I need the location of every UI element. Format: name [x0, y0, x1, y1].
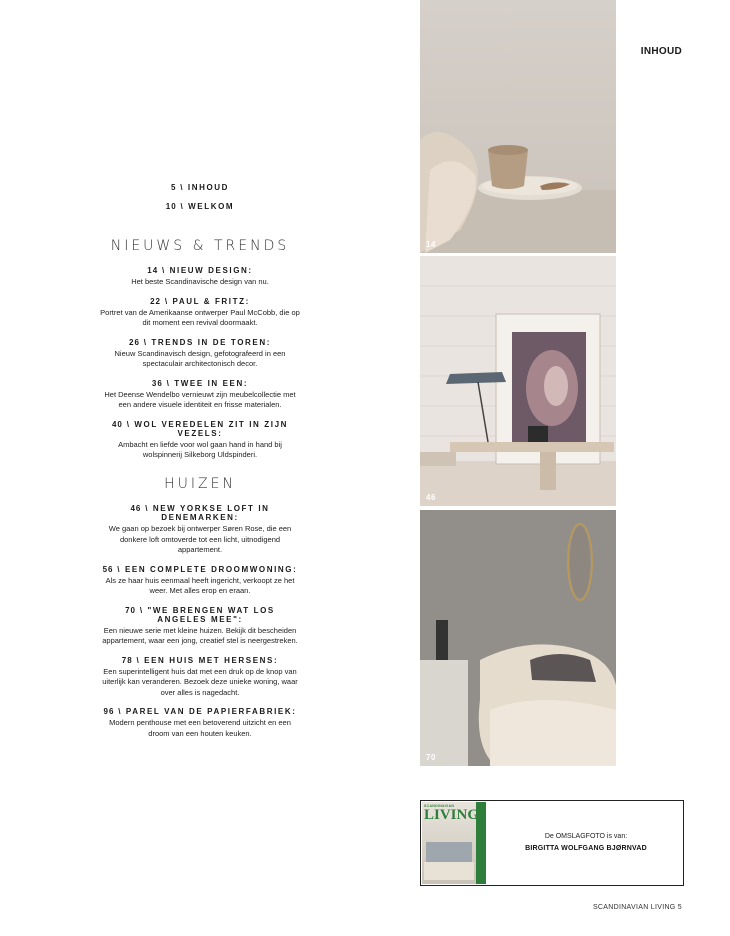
toc-entry[interactable]: 40 \ WOL VEREDELEN ZIT IN ZIJN VEZELS: Ambacht en liefde voor wol gaan hand in hand bij wolspinnerij Silkeborg Uldspinderi. [111, 419, 288, 459]
section-title: HUIZEN [164, 476, 236, 492]
toc-entry[interactable]: 96 \ PAREL VAN DE PAPIERFABRIEK: Modern penthouse met een betoverend uitzicht en een droom van een houten keuken. [103, 707, 297, 738]
toc-entry[interactable]: 5 \ INHOUD [170, 183, 230, 192]
section-nieuws-trends [100, 238, 300, 470]
sofa-mirror-illustration [420, 510, 616, 766]
footer-magazine: SCANDINAVIAN LIVING [592, 904, 676, 911]
photo-caption: 46 [426, 493, 436, 502]
photo-sofa-mirror[interactable] [420, 510, 616, 766]
cover-thumbnail[interactable] [422, 802, 486, 884]
photo-lamp-bench[interactable] [420, 256, 616, 506]
photo-caption: 70 [426, 753, 436, 762]
section-huizen [100, 476, 300, 748]
toc-entry[interactable]: 46 \ NEW YORKSE LOFT IN DENEMARKEN: We gaan op bezoek bij ontwerper Søren Rose, die een donkere loft omtoverde tot een licht, uitnodigend appartement. [108, 504, 292, 554]
toc-entry[interactable]: 36 \ TWEE IN EEN: Het Deense Wendelbo vernieuwt zijn meubelcollectie met een andere visuele identiteit en frisse materialen. [104, 378, 296, 409]
toc-entry[interactable]: 56 \ EEN COMPLETE DROOMWONING: Als ze haar huis eenmaal heeft ingericht, verkoopt ze het weer. Met alles erop en eraan. [102, 564, 298, 595]
page-footer [593, 904, 682, 911]
cover-credit-box [420, 800, 684, 886]
cover-magazine-title: LIVING [424, 807, 480, 823]
footer-page-number: 5 [677, 904, 682, 911]
photo-caption: 14 [426, 240, 436, 249]
toc-entry[interactable]: 78 \ EEN HUIS MET HERSENS: Een superintelligent huis dat met een druk op de knop van uiterlijk kan veranderen. Bezoek deze unieke woning, waar over alles is nagedacht. [102, 655, 298, 697]
toc-top [100, 183, 300, 211]
cover-photographer: BIRGITTA WOLFGANG BJØRNVAD [525, 845, 647, 852]
photo-tableware[interactable] [420, 0, 616, 253]
toc-entry[interactable]: 22 \ PAUL & FRITZ: Portret van de Amerikaanse ontwerper Paul McCobb, die op dit moment een revival doormaakt. [100, 296, 300, 327]
tableware-illustration [420, 0, 616, 253]
page-label: INHOUD [640, 46, 682, 57]
section-title: NIEUWS & TRENDS [110, 238, 290, 254]
toc-entry[interactable]: 70 \ "WE BRENGEN WAT LOS ANGELES MEE": Een nieuwe serie met kleine huizen. Bekijk dit bescheiden appartement, waar een jong, creatief stel is neergestreken. [102, 605, 298, 645]
cover-magazine-small: SCANDINAVIAN [424, 804, 455, 808]
toc-entry[interactable]: 14 \ NIEUW DESIGN: Het beste Scandinavische design van nu. [131, 266, 269, 286]
cover-credit-line: De OMSLAGFOTO is van: [544, 833, 628, 840]
toc-entry[interactable]: 10 \ WELKOM [165, 202, 235, 211]
toc-entry[interactable]: 26 \ TRENDS IN DE TOREN: Nieuw Scandinavisch design, gefotografeerd in een spectaculair architectonisch decor. [114, 337, 286, 368]
lamp-bench-illustration [420, 256, 616, 506]
